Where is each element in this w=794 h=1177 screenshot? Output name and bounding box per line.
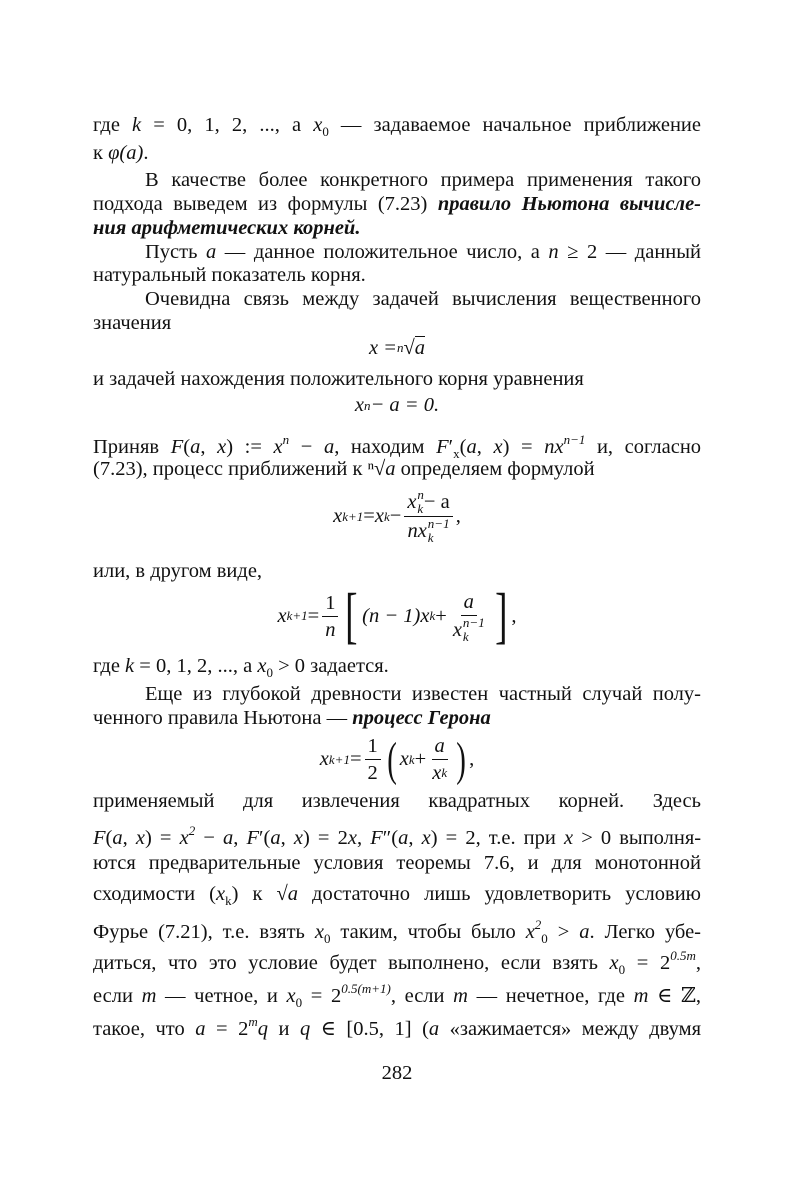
text-segment: x [313, 114, 323, 136]
formula-sub: k+1 [286, 608, 308, 623]
formula-root [0, 336, 794, 360]
text-segment: 0 [618, 962, 626, 977]
formula-sup: n [417, 487, 424, 502]
formula-text: a [461, 589, 477, 616]
text-segment: x [493, 436, 503, 458]
text-segment: − [195, 827, 223, 849]
right-bracket: ] [494, 582, 508, 650]
text-segment: применяемый для извлечения квадратных корней. Здесь [93, 790, 701, 812]
text-segment: x [257, 655, 267, 677]
text-segment: 0 [266, 665, 273, 680]
text-segment: x [421, 827, 431, 849]
fraction [365, 733, 381, 786]
text-segment: — четное, и [156, 985, 287, 1007]
text-segment: 2 [534, 917, 542, 932]
formula-text: x [399, 748, 409, 770]
text-segment: сходимости ( [93, 883, 216, 905]
text-segment: = 0, 1, 2, ..., а [141, 114, 314, 136]
text-segment: достаточно лишь удовлетворить условию [298, 883, 701, 905]
text-segment: x [609, 952, 619, 974]
text-segment: q [299, 1018, 311, 1040]
text-segment: m [633, 985, 649, 1007]
sup-sub-stack [428, 517, 450, 545]
text-segment: — данное положительное число, а [216, 241, 549, 263]
text-segment: процесс Герона [352, 707, 491, 729]
text-segment: , [408, 827, 422, 849]
text-segment: где [93, 655, 126, 677]
text-line [93, 977, 701, 1010]
text-segment: — задаваемое начальное приближение [328, 114, 701, 136]
formula-text: − [389, 505, 402, 527]
text-segment: ) = 2 [302, 827, 348, 849]
text-segment: , [280, 827, 294, 849]
text-segment: Фурье (7.21), т.е. взять [93, 921, 315, 943]
text-segment: x [135, 827, 145, 849]
text-segment: ) = [144, 827, 180, 849]
text-segment: n [548, 241, 559, 263]
formula-text: = [307, 604, 320, 627]
text-line [93, 457, 701, 481]
text-line [93, 263, 701, 287]
fraction [450, 589, 488, 644]
page-number: 282 [381, 1062, 413, 1084]
text-segment: F [246, 827, 260, 849]
text-segment: a [428, 1018, 440, 1040]
text-segment: x [273, 436, 283, 458]
formula-text: 1 [365, 733, 381, 760]
text-segment: n−1 [563, 432, 586, 447]
formula-text: − a = 0. [370, 394, 440, 416]
text-segment: . [143, 142, 149, 164]
text-segment: a [385, 458, 396, 480]
text-segment: такое, что [93, 1018, 196, 1040]
formula-sub: k [417, 501, 424, 516]
text-segment: значения [93, 312, 172, 334]
text-segment: x [563, 827, 574, 849]
formula-newton-alt [0, 582, 794, 650]
text-segment: правило Ньютона вычисле- [437, 193, 701, 215]
text-segment: a [112, 827, 123, 849]
formula-text: n [325, 618, 336, 641]
text-segment: ⁿ√ [367, 458, 386, 480]
text-segment: (7.23), процесс приближений к [93, 458, 368, 480]
text-line [93, 851, 701, 875]
text-segment: n [282, 432, 290, 447]
formula-text: , [511, 604, 517, 627]
text-segment: q [257, 1018, 268, 1040]
text-segment: a [579, 921, 590, 943]
text-line [93, 654, 701, 678]
formula-sup: n−1 [427, 516, 450, 531]
text-segment: F [170, 436, 184, 458]
text-segment: определяем формулой [395, 458, 595, 480]
text-segment: a [323, 436, 335, 458]
formula-text: x [374, 505, 384, 527]
text-segment: , находим [334, 436, 437, 458]
left-bracket: [ [345, 582, 358, 650]
text-segment: ′( [259, 827, 271, 849]
right-paren: ) [456, 732, 466, 786]
text-segment: подхода выведем из формулы (7.23) [93, 193, 438, 215]
text-segment: φ(a) [108, 142, 144, 164]
formula-text: x [319, 748, 329, 770]
text-segment: ния арифметических корней. [93, 217, 361, 239]
formula-text: x [277, 604, 287, 627]
formula-sub: k [383, 508, 390, 524]
formula-sup: n−1 [462, 614, 485, 630]
text-line [93, 168, 701, 192]
text-segment: 2 [188, 823, 196, 838]
text-segment: ( [105, 827, 113, 849]
text-line [93, 682, 701, 706]
formula-heron [0, 733, 794, 786]
text-line [93, 311, 701, 335]
text-segment: где [93, 114, 133, 136]
text-segment: = 2 [302, 985, 342, 1007]
formula-sub: k [427, 530, 434, 545]
text-segment: x [217, 436, 227, 458]
formula-text: , [469, 748, 475, 770]
text-segment: ″( [382, 827, 399, 849]
text-segment: x [293, 827, 303, 849]
text-segment: 0 [322, 124, 329, 139]
text-segment: a [190, 436, 201, 458]
text-segment: k [125, 655, 135, 677]
text-segment: x [286, 985, 296, 1007]
text-segment: nx [544, 436, 564, 458]
text-segment: ′ [448, 436, 454, 458]
text-segment: x [347, 827, 357, 849]
text-segment: 0 [541, 931, 548, 946]
formula-text: x [452, 618, 462, 641]
text-segment: «зажимается» между двумя [439, 1018, 702, 1040]
formula-text: 1 [322, 590, 338, 617]
text-segment: = 2 [205, 1018, 249, 1040]
text-line [93, 141, 701, 165]
text-segment: a [270, 827, 281, 849]
text-line [93, 192, 701, 216]
text-line [93, 559, 701, 583]
text-segment: a [466, 436, 477, 458]
text-segment: 0 [323, 931, 331, 946]
text-segment: ) := [226, 436, 274, 458]
formula-text: = [349, 748, 362, 770]
text-segment: Пусть [145, 241, 206, 263]
text-segment: , [695, 952, 701, 974]
text-segment: к [93, 142, 109, 164]
text-line [93, 706, 701, 730]
text-segment: = 0, 1, 2, ..., а [134, 655, 258, 677]
text-line [93, 240, 701, 264]
formula-text: + [414, 748, 427, 770]
formula-text: a [432, 733, 448, 760]
formula-text: n [407, 520, 418, 542]
text-segment: Очевидна связь между задачей вычисления вещественного [145, 288, 701, 310]
formula-equation [0, 394, 794, 417]
text-segment: , [233, 827, 247, 849]
root-index: n [397, 340, 404, 355]
text-segment: ∈ ℤ, [648, 985, 701, 1007]
text-segment: . Легко убе- [589, 921, 702, 943]
radicand: a [414, 337, 426, 359]
text-segment: диться, что это условие будет выполнено, если взять [93, 952, 610, 974]
formula-text: = [363, 505, 375, 527]
text-segment: и задачей нахождения положительного корня уравнения [93, 368, 584, 390]
text-segment: 0.5(m+1) [341, 981, 391, 996]
formula-sub: k [462, 628, 469, 644]
text-segment: = 2 [625, 952, 671, 974]
text-segment: x [314, 921, 324, 943]
text-segment: ) = [502, 436, 545, 458]
text-segment: a [206, 241, 217, 263]
text-segment: — нечетное, где [467, 985, 634, 1007]
text-segment: k [132, 114, 142, 136]
sup-sub-stack [463, 616, 485, 644]
text-segment: a [287, 883, 298, 905]
formula-sub: k+1 [342, 508, 364, 524]
text-line [93, 789, 701, 813]
formula-text: x = [368, 336, 398, 359]
text-line [93, 882, 701, 906]
text-segment: ( [183, 436, 191, 458]
text-segment: , [122, 827, 136, 849]
formula-sup: n [363, 397, 371, 413]
text-segment: , [200, 436, 218, 458]
text-segment: таким, чтобы было [330, 921, 526, 943]
text-segment: ∈ [0.5, 1] ( [310, 1018, 429, 1040]
formula-text: + [435, 604, 447, 627]
text-segment: a [195, 1018, 206, 1040]
text-segment: и [267, 1018, 300, 1040]
text-segment: x [525, 921, 535, 943]
text-segment: ) к √ [231, 883, 288, 905]
text-line [93, 944, 701, 977]
formula-text: 2 [367, 762, 378, 784]
text-segment: > [547, 921, 580, 943]
text-segment: , если [390, 985, 454, 1007]
text-line [93, 913, 702, 946]
fraction [429, 733, 450, 786]
text-segment: или, в другом виде, [93, 560, 263, 582]
text-segment: − [289, 436, 324, 458]
fraction [404, 488, 452, 545]
formula-newton [0, 488, 794, 545]
left-paren: ( [386, 732, 397, 786]
text-segment: ( [459, 436, 467, 458]
text-segment: ) = 2, т.е. при [430, 827, 564, 849]
text-segment: , [476, 436, 494, 458]
text-segment: F [370, 827, 383, 849]
text-segment: a [223, 827, 234, 849]
text-segment: ≥ 2 — данный [558, 241, 701, 263]
text-segment: и, согласно [585, 436, 702, 458]
text-segment: 0.5m [670, 948, 696, 963]
text-segment: Приняв [93, 436, 171, 458]
text-line [93, 428, 702, 461]
text-segment: x [179, 827, 189, 849]
text-segment: натуральный показатель корня. [93, 264, 366, 286]
text-segment: x [216, 883, 226, 905]
formula-sub: k+1 [328, 751, 350, 767]
text-segment: F [436, 436, 449, 458]
text-segment: , [356, 827, 371, 849]
text-segment: ченного правила Ньютона — [93, 707, 353, 729]
formula-text: (n − 1)x [362, 604, 430, 627]
formula-text: x [407, 491, 417, 513]
formula-sub: k [429, 608, 436, 623]
text-segment: x [453, 446, 460, 461]
formula-text: , [455, 505, 461, 527]
text-line [93, 1010, 702, 1040]
text-segment: > 0 выполня- [573, 827, 702, 849]
text-segment: если [93, 985, 142, 1007]
fraction [322, 590, 338, 643]
formula-text: x [417, 520, 427, 542]
text-segment: F [93, 827, 106, 849]
text-segment: Еще из глубокой древности известен частный случай полу- [145, 683, 701, 705]
text-segment: a [398, 827, 409, 849]
text-line [93, 367, 701, 391]
text-segment: m [453, 985, 468, 1007]
formula-text: x [432, 762, 442, 784]
text-segment: В качестве более конкретного примера применения такого [145, 169, 701, 191]
radical-sign: √ [403, 336, 415, 359]
text-segment: > 0 задается. [272, 655, 389, 677]
text-line [93, 113, 701, 137]
text-line [93, 216, 701, 240]
text-segment: m [141, 985, 157, 1007]
text-segment: m [248, 1014, 258, 1029]
text-line [93, 819, 702, 849]
formula-text: x [354, 394, 364, 416]
text-segment: ются предварительные условия теоремы 7.6, и для монотонной [93, 852, 701, 874]
text-segment: 0 [295, 995, 303, 1010]
text-segment: k [225, 893, 232, 908]
formula-text: x [333, 505, 343, 527]
text-line [93, 287, 701, 311]
formula-text: − a [423, 491, 450, 513]
formula-sub: k [408, 751, 415, 767]
formula-sub: k [441, 765, 448, 780]
